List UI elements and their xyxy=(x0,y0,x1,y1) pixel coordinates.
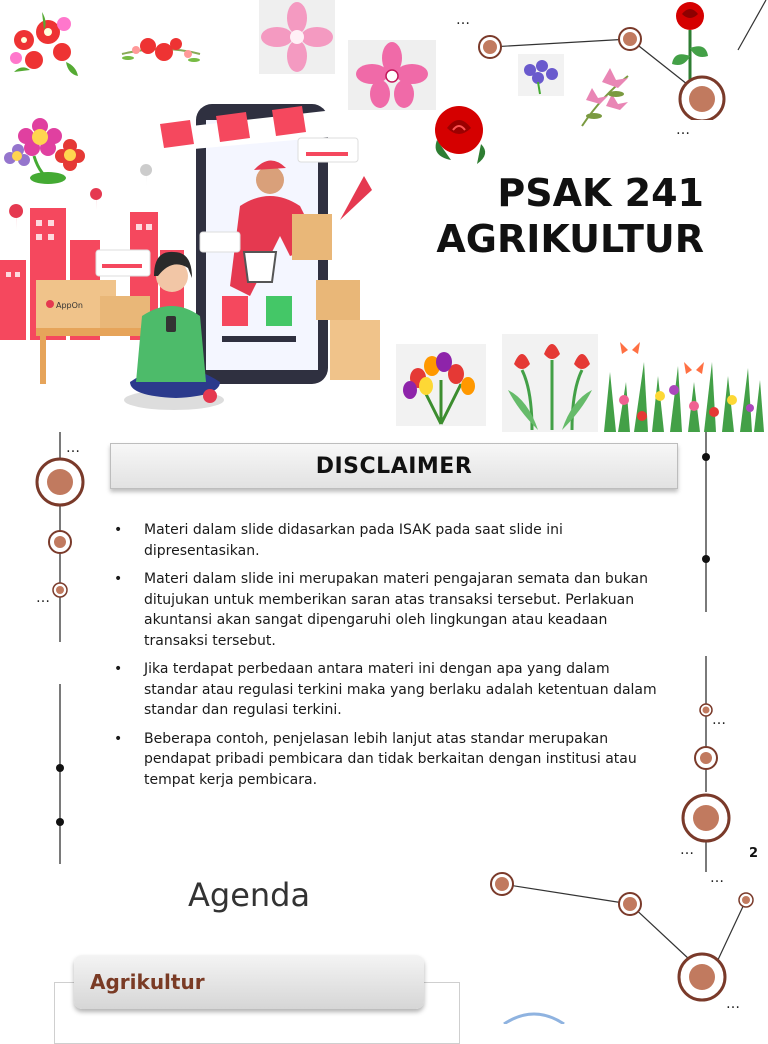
list-item xyxy=(112,520,660,561)
pink-flower-icon xyxy=(259,0,335,74)
bullet-mark: • xyxy=(114,571,123,587)
ellipsis-mark: … xyxy=(456,12,471,28)
agenda-item-agrikultur[interactable] xyxy=(74,955,424,1009)
ellipsis-mark: … xyxy=(680,842,695,858)
agenda-heading: Agenda xyxy=(188,876,311,914)
node-network-decoration xyxy=(470,0,768,120)
tulip-bouquet-icon xyxy=(396,344,486,426)
ellipsis-mark: … xyxy=(676,122,691,138)
list-item xyxy=(112,659,660,721)
title-line-2: AGRIKULTUR xyxy=(436,217,704,261)
left-timeline-decoration xyxy=(30,432,92,872)
slide-title xyxy=(436,170,704,262)
ellipsis-mark: … xyxy=(36,590,51,606)
disclaimer-heading-bar xyxy=(110,443,678,489)
ellipsis-mark: … xyxy=(710,870,725,886)
online-shop-illustration xyxy=(0,100,390,420)
ellipsis-mark: … xyxy=(66,440,81,456)
bullet-mark: • xyxy=(114,730,123,747)
list-item xyxy=(112,569,660,651)
bullet-text: Beberapa contoh, penjelasan lebih lanjut atas standar merupakan pendapat pribadi pembicara dan tidak berkaitan dengan institusi atau tempat kerja pembicara. xyxy=(144,730,637,788)
flower-bouquet-icon xyxy=(4,2,80,80)
bullet-mark: • xyxy=(114,661,123,677)
bullet-text: Jika terdapat perbedaan antara materi ini dengan apa yang dalam standar atau regulasi terkini maka yang berlaku adalah ketentuan dalam standar dan regulasi terkini. xyxy=(144,661,657,718)
red-tulips-icon xyxy=(502,334,598,432)
bullet-text: Materi dalam slide didasarkan pada ISAK pada saat slide ini dipresentasikan. xyxy=(144,522,563,559)
flower-branch-icon xyxy=(118,14,202,76)
grass-flowers-butterflies-icon xyxy=(604,300,764,432)
bullet-mark: • xyxy=(114,522,123,538)
title-line-1: PSAK 241 xyxy=(497,171,704,215)
bullet-text: Materi dalam slide ini merupakan materi pengajaran semata dan bukan ditujukan untuk memberikan saran atas transaksi tersebut. Perlakuan akuntansi akan sangat dipengaruhi oleh lingkungan atau keadaan transaksi tersebut. xyxy=(144,571,648,649)
page-number: 2 xyxy=(749,846,759,861)
agenda-item-label: Agrikultur xyxy=(90,970,205,994)
shop-logo-text: AppOn xyxy=(56,301,83,310)
disclaimer-heading: DISCLAIMER xyxy=(315,453,473,479)
right-timeline-decoration xyxy=(680,432,740,872)
disclaimer-bullet-list xyxy=(112,520,660,798)
ellipsis-mark: … xyxy=(712,712,727,728)
list-item xyxy=(112,729,660,791)
ellipsis-mark: … xyxy=(726,996,741,1012)
